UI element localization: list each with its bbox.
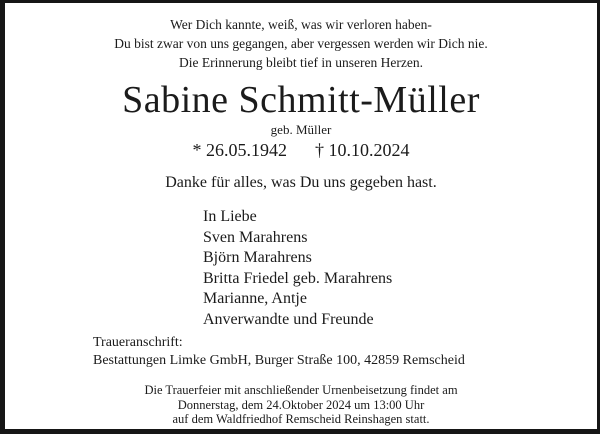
epitaph-line-3: Die Erinnerung bleibt tief in unseren Herzen. [178,55,424,70]
service-info [5,383,597,427]
epitaph-line-2: Du bist zwar von uns gegangen, aber vergessen werden wir Dich nie. [114,36,488,51]
mourning-address-label: Traueranschrift: [93,335,183,350]
epitaph-line-1: Wer Dich kannte, weiß, was wir verloren haben- [170,17,432,32]
mourner-name: Britta Friedel geb. Marahrens [203,269,393,287]
life-dates [5,139,597,161]
maiden-name: geb. Müller [270,122,332,137]
mourning-address-value: Bestattungen Limke GmbH, Burger Straße 100, 42859 Remscheid [93,352,465,368]
mourners-intro: In Liebe [203,208,257,225]
mourner-name: Sven Marahrens [203,228,308,246]
mourner-name: Anverwandte und Freunde [203,310,374,328]
mourning-address [93,334,465,369]
mourner-name: Björn Marahrens [203,249,312,266]
mourners-list [203,207,392,330]
death-date: † 10.10.2024 [315,140,410,160]
service-line-3: auf dem Waldfriedhof Remscheid Reinshagen statt. [172,412,430,426]
deceased-name: Sabine Schmitt-Müller [122,79,480,121]
service-line-1: Die Trauerfeier mit anschließender Urnenbeisetzung findet am [144,383,458,397]
service-line-2: Donnerstag, dem 24.Oktober 2024 um 13:00 Uhr [177,397,425,412]
mourner-name: Marianne, Antje [203,290,307,307]
thanks-line: Danke für alles, was Du uns gegeben hast. [165,174,437,191]
birth-date: * 26.05.1942 [192,140,287,160]
epitaph [5,15,597,72]
